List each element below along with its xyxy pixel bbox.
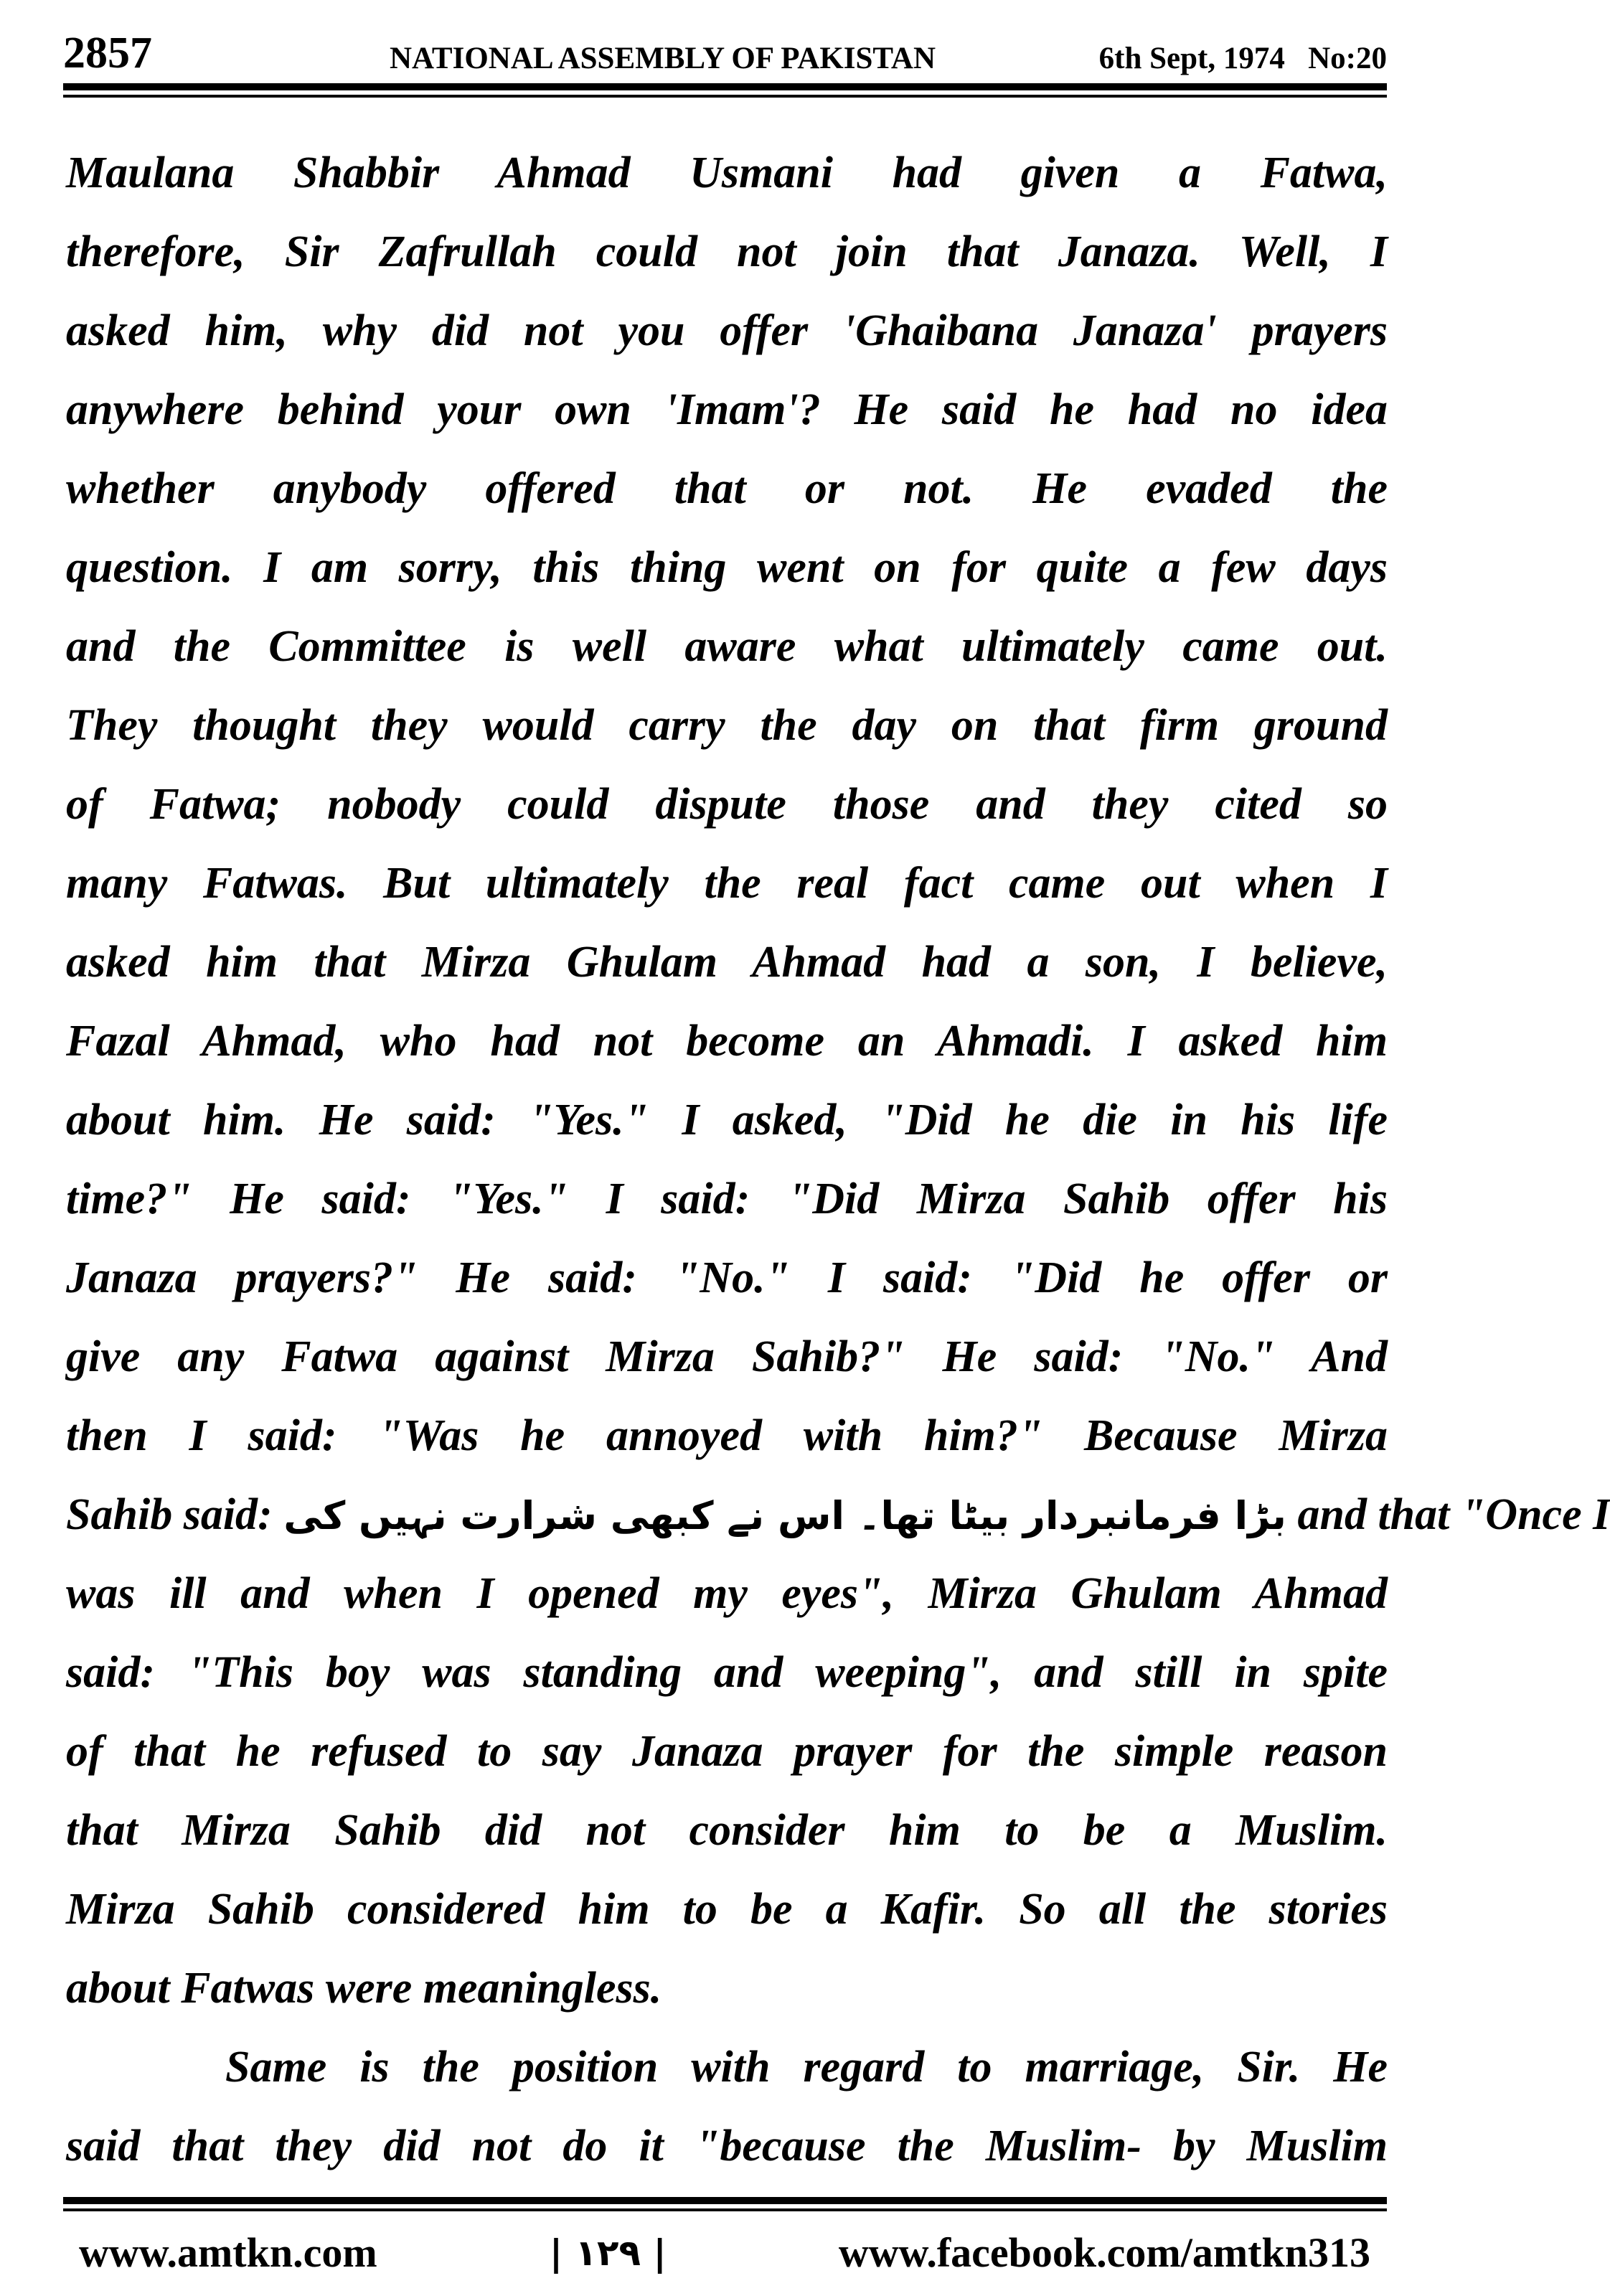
text-line: then I said: "Was he annoyed with him?" Because Mirza [66,1411,1388,1460]
text-line: asked him that Mirza Ghulam Ahmad had a son, I believe, [66,938,1388,987]
text-line: and the Committee is well aware what ultimately came out. [66,622,1388,671]
urdu-line-before: Sahib said: [66,1490,273,1539]
text-line: time?" He said: "Yes." I said: "Did Mirza Sahib offer his [66,1175,1388,1223]
session-info: 6th Sept, 1974 No:20 [1098,42,1387,75]
text-line: asked him, why did not you offer 'Ghaibana Janaza' prayers [66,306,1388,355]
page-header [63,27,1387,79]
page-footer [79,2228,1370,2278]
text-line: that Mirza Sahib did not consider him to be a Muslim. [66,1806,1388,1855]
text-line: therefore, Sir Zafrullah could not join that Janaza. Well, I [66,227,1388,276]
page-body [66,133,1610,2186]
text-line: question. I am sorry, this thing went on for quite a few days [66,543,1388,592]
page-number: 2857 [63,29,152,77]
text-line: give any Fatwa against Mirza Sahib?" He said: "No." And [66,1332,1388,1381]
text-line: whether anybody offered that or not. He evaded the [66,464,1388,513]
urdu-quote-line [66,1475,1610,1554]
urdu-line-after: and that "Once I [1297,1490,1610,1539]
header-rule-thick [63,83,1387,90]
website-link[interactable]: www.amtkn.com [79,2229,377,2276]
text-line: They thought they would carry the day on that firm ground [66,701,1388,750]
paragraph-start-line: Same is the position with regard to marriage, Sir. He [225,2043,1388,2092]
footer-page-marker: | ۱۲۹ | [549,2232,667,2274]
header-rule-thin [63,95,1387,98]
text-line: of Fatwa; nobody could dispute those and they cited so [66,780,1388,829]
text-line: Mirza Sahib considered him to be a Kafir. So all the stories [66,1885,1388,1934]
text-line: Fazal Ahmad, who had not become an Ahmadi. I asked him [66,1017,1388,1065]
text-line: of that he refused to say Janaza prayer for the simple reason [66,1727,1388,1776]
urdu-quote: بڑا فرمانبردار بیٹا تھا۔ اس نے کبھی شرارت نہیں کی [283,1493,1286,1538]
text-line: anywhere behind your own 'Imam'? He said he had no idea [66,385,1388,434]
text-line: Janaza prayers?" He said: "No." I said: "Did he offer or [66,1253,1388,1302]
text-line: said: "This boy was standing and weeping", and still in spite [66,1648,1388,1697]
text-line: about him. He said: "Yes." I asked, "Did he die in his life [66,1096,1388,1144]
facebook-link[interactable]: www.facebook.com/amtkn313 [838,2229,1370,2276]
paragraph-end-line: about Fatwas were meaningless. [66,1964,662,2013]
text-line: was ill and when I opened my eyes", Mirza Ghulam Ahmad [66,1569,1388,1618]
text-line: Maulana Shabbir Ahmad Usmani had given a Fatwa, [66,149,1388,197]
text-line: many Fatwas. But ultimately the real fact came out when I [66,859,1388,908]
footer-rule-thick [63,2197,1387,2204]
running-title: NATIONAL ASSEMBLY OF PAKISTAN [390,42,936,75]
footer-rule-thin [63,2208,1387,2211]
text-line: said that they did not do it "because the Muslim- by Muslim [66,2122,1388,2170]
